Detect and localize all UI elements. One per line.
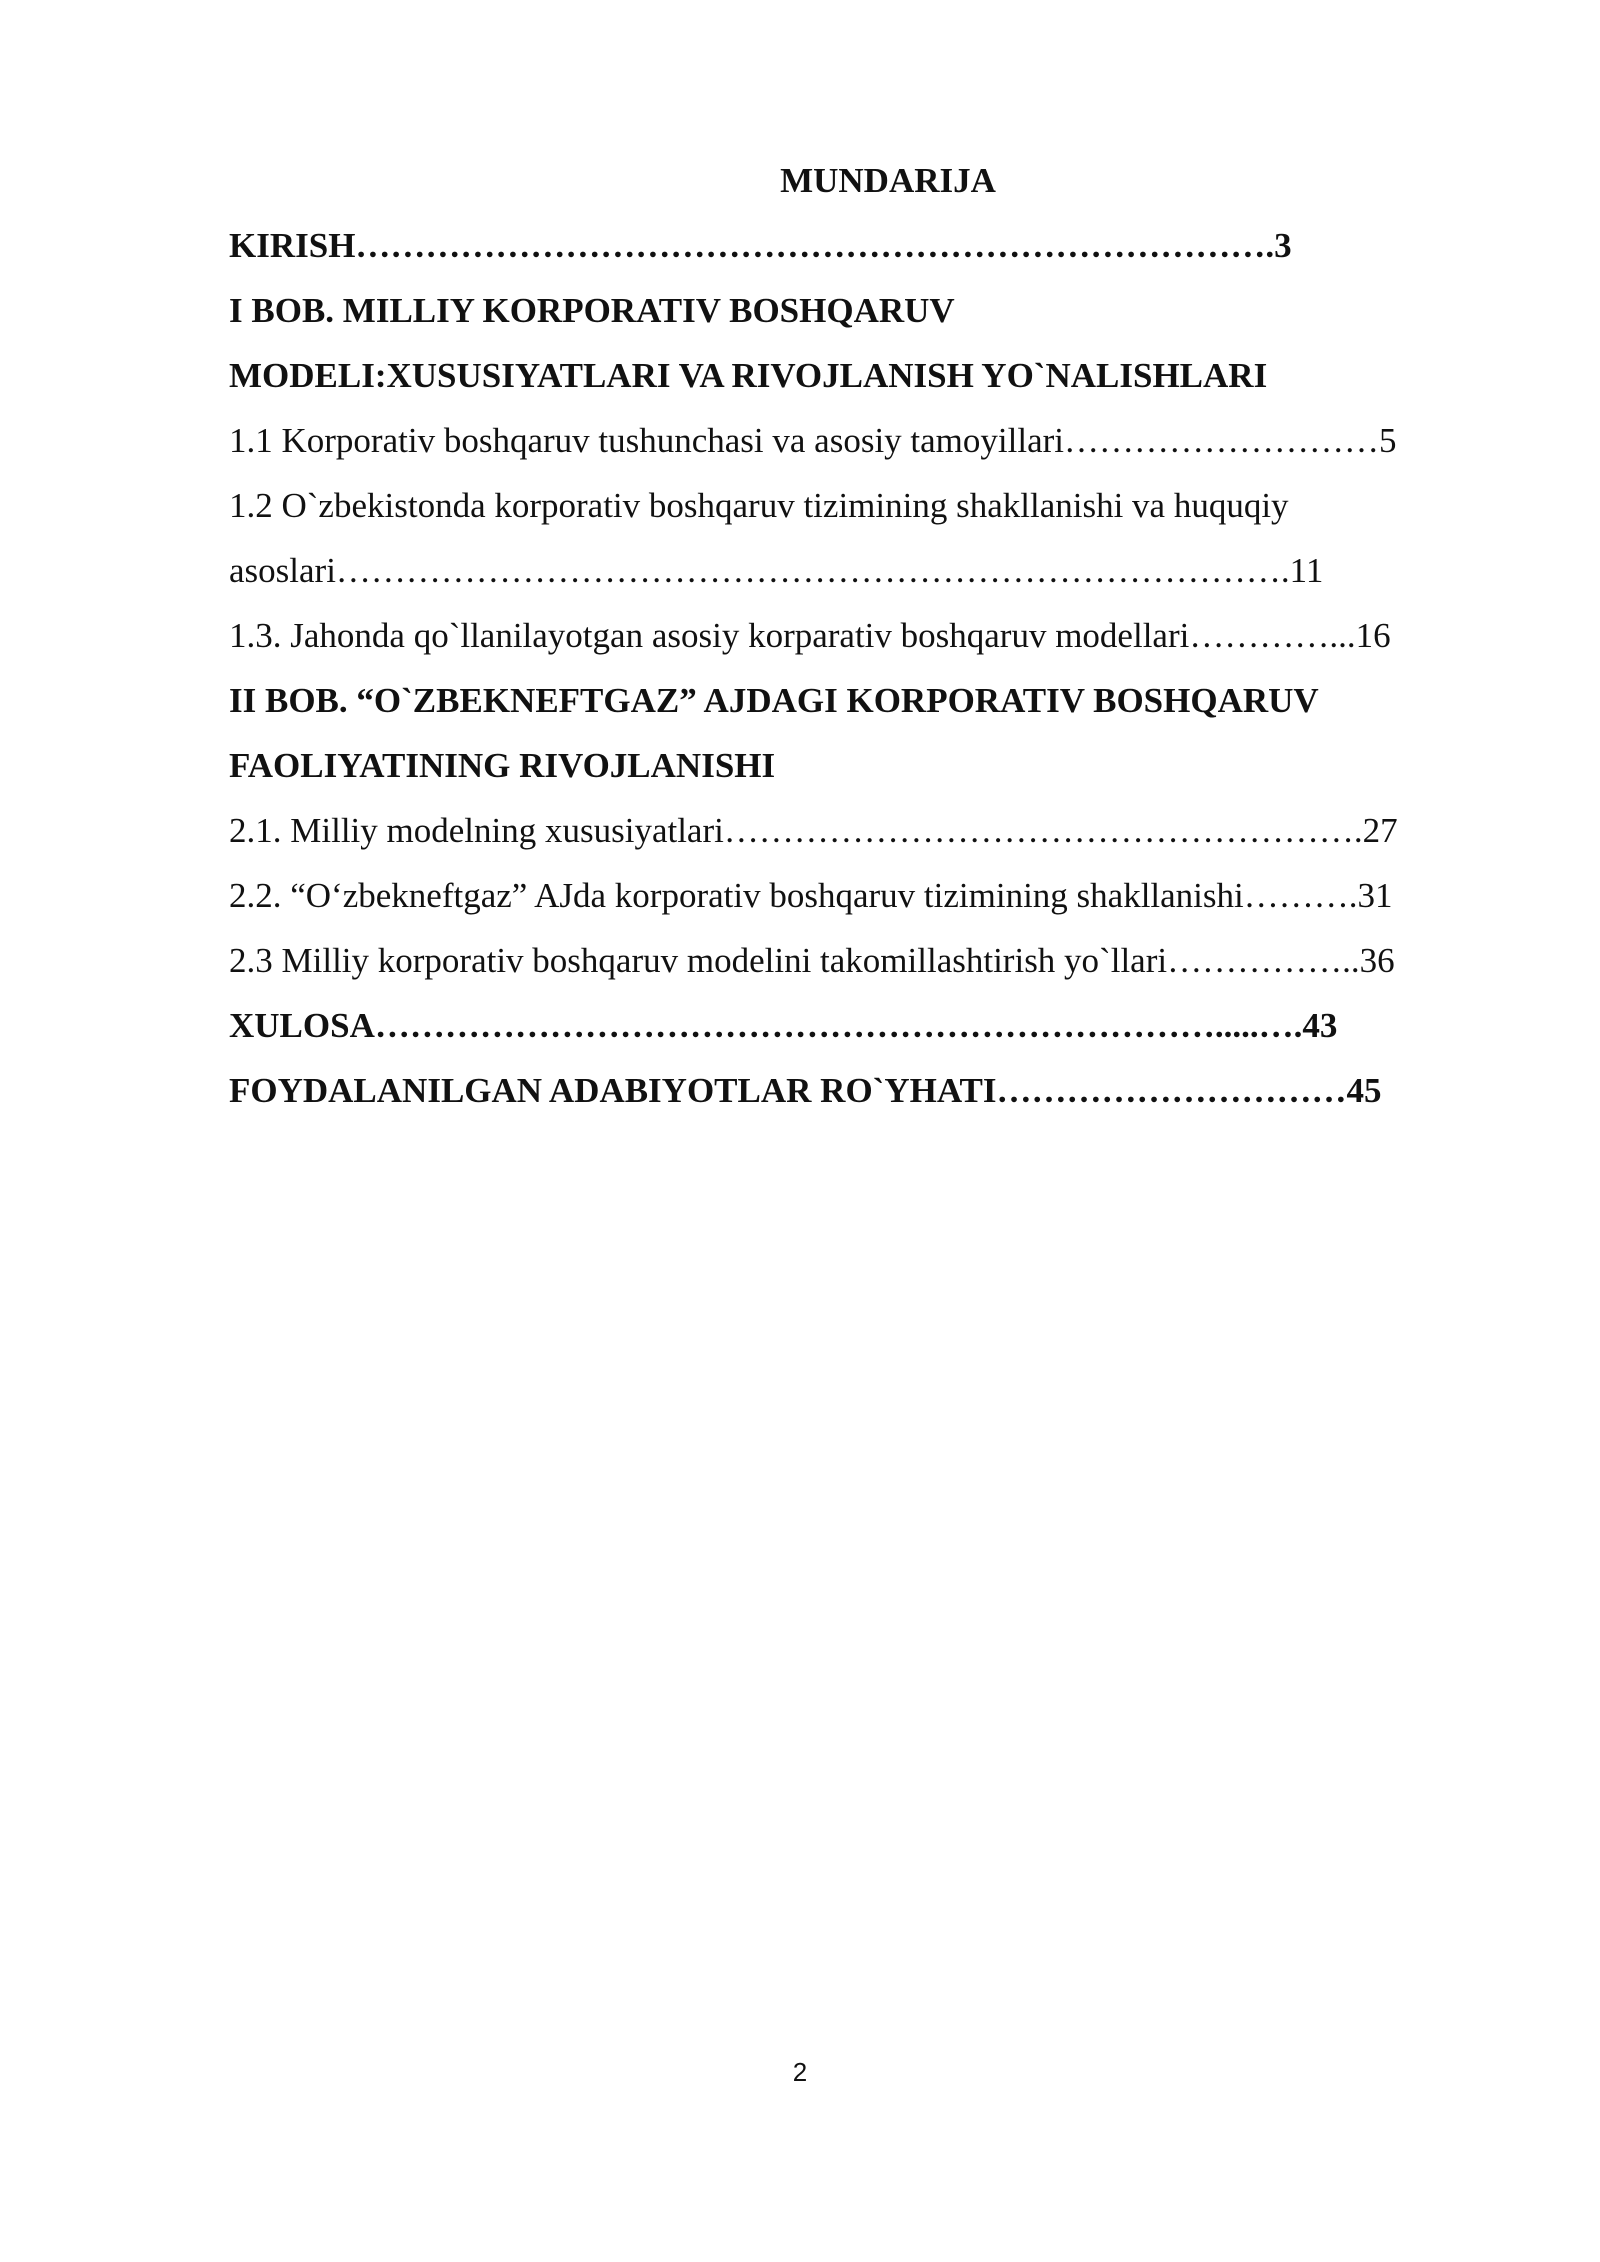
- toc-entry-xulosa: XULOSA……………………………………………………………….....….43: [229, 1006, 1338, 1045]
- toc-entry-kirish: KIRISH…………………………………………………………………….3: [229, 226, 1292, 265]
- toc-chapter-2-heading-line-2: FAOLIYATINING RIVOJLANISHI: [229, 746, 776, 785]
- toc-title: MUNDARIJA: [780, 161, 996, 200]
- toc-chapter-2-heading-line-1: II BOB. “O`ZBEKNEFTGAZ” AJDAGI KORPORATIV BOSHQARUV: [229, 681, 1319, 720]
- toc-chapter-1-heading-line-1: I BOB. MILLIY KORPORATIV BOSHQARUV: [229, 291, 955, 330]
- toc-entry-1-2-line-2: asoslari……………………………………………………………………….11: [229, 551, 1324, 590]
- toc-entry-bibliography: FOYDALANILGAN ADABIYOTLAR RO`YHATI…………………………45: [229, 1071, 1382, 1110]
- toc-entry-1-2-line-1: 1.2 O`zbekistonda korporativ boshqaruv tizimining shakllanishi va huquqiy: [229, 486, 1289, 525]
- toc-entry-2-3: 2.3 Milliy korporativ boshqaruv modelini takomillashtirish yo`llari……………..36: [229, 941, 1395, 980]
- toc-entry-1-3: 1.3. Jahonda qo`llanilayotgan asosiy korparativ boshqaruv modellari…………...16: [229, 616, 1391, 655]
- toc-entry-2-1: 2.1. Milliy modelning xususiyatlari……………………………………………….27: [229, 811, 1398, 850]
- toc-entry-1-1: 1.1 Korporativ boshqaruv tushunchasi va asosiy tamoyillari………………………5: [229, 421, 1397, 460]
- table-of-contents: [229, 148, 1487, 1123]
- page-number: 2: [792, 2057, 808, 2087]
- toc-chapter-1-heading-line-2: MODELI:XUSUSIYATLARI VA RIVOJLANISH YO`NALISHLARI: [229, 356, 1268, 395]
- toc-entry-2-2: 2.2. “O‘zbekneftgaz” AJda korporativ boshqaruv tizimining shakllanishi……….31: [229, 876, 1393, 915]
